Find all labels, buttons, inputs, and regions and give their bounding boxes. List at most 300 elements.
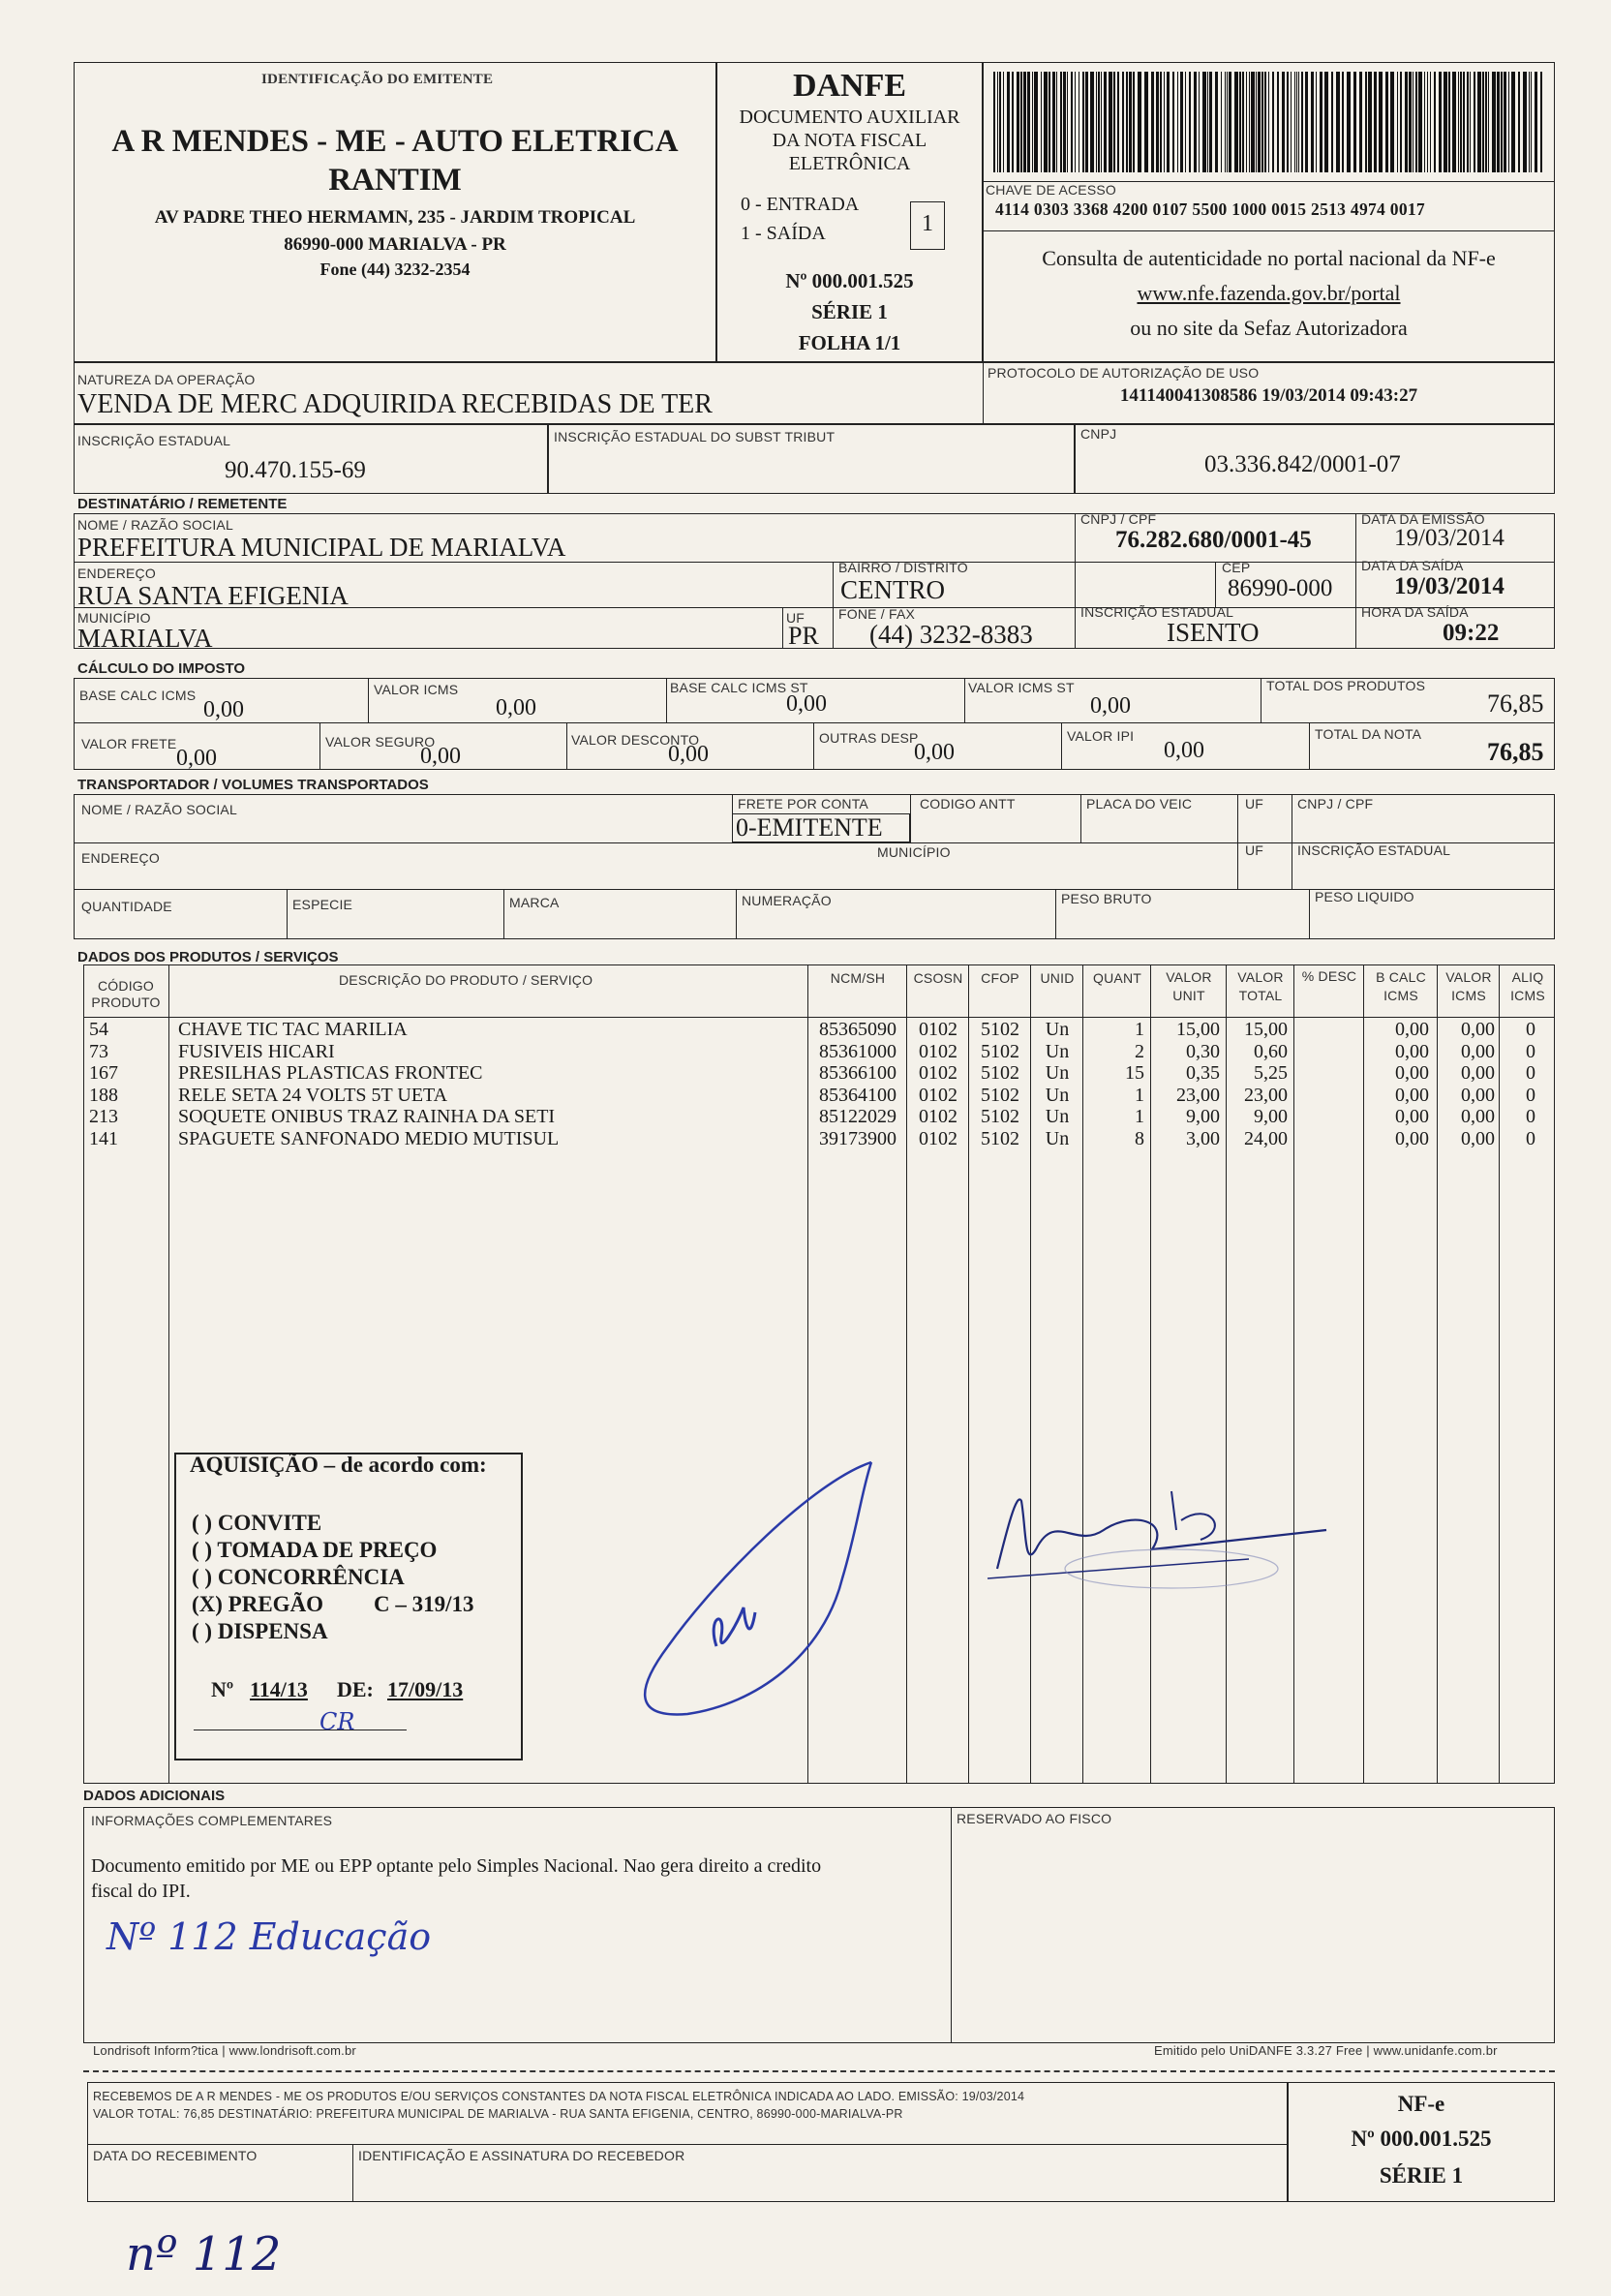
- recibo-data-label: DATA DO RECEBIMENTO: [93, 2148, 258, 2163]
- barcode-bar: [1177, 72, 1178, 172]
- barcode-bar: [1215, 72, 1218, 172]
- barcode-bar: [1523, 72, 1527, 172]
- valor-icms-st: 0,00: [1090, 693, 1131, 719]
- ie-value: 90.470.155-69: [225, 457, 366, 483]
- col-ncm-values: [809, 1019, 906, 1149]
- col-unid-values: [1032, 1019, 1082, 1149]
- dest-uf: PR: [788, 622, 819, 650]
- barcode-bar: [1172, 72, 1174, 172]
- barcode-bar: [1444, 72, 1447, 172]
- base-icms-label: BASE CALC ICMS: [79, 688, 197, 703]
- table-row-descricao: SPAGUETE SANFONADO MEDIO MUTISUL: [178, 1127, 560, 1149]
- transp-marca-label: MARCA: [509, 895, 560, 910]
- barcode-bar: [1508, 72, 1509, 172]
- barcode-bar: [1044, 72, 1048, 172]
- barcode-bar: [1492, 72, 1496, 172]
- col-cfop: CFOP: [981, 970, 1019, 986]
- dest-endereco-label: ENDEREÇO: [77, 566, 156, 581]
- footer-left: Londrisoft Inform?tica | www.londrisoft.com.br: [93, 2043, 356, 2058]
- col-csosn-values: [908, 1019, 968, 1149]
- table-row-aliq: 0: [1526, 1127, 1535, 1149]
- dest-cep-label: CEP: [1222, 560, 1251, 575]
- barcode-bar: [1090, 72, 1094, 172]
- barcode-bar: [1056, 72, 1057, 172]
- barcode-bar: [1390, 72, 1394, 172]
- col-valor-total: VALOR TOTAL: [1237, 969, 1284, 1003]
- table-row-quant: 2: [1135, 1040, 1144, 1062]
- barcode-bar: [1234, 72, 1238, 172]
- barcode-bar: [1251, 72, 1255, 172]
- col-quant-values: [1084, 1019, 1144, 1149]
- barcode-bar: [1535, 72, 1537, 172]
- barcode-bar: [1180, 72, 1183, 172]
- barcode-bar: [1331, 72, 1333, 172]
- emitente-city: 86990-000 MARIALVA - PR: [284, 234, 506, 255]
- barcode-bar: [1264, 72, 1266, 172]
- barcode-bar: [1463, 72, 1465, 172]
- dest-fone-label: FONE / FAX: [838, 606, 916, 622]
- transp-frete-label: FRETE POR CONTA: [738, 796, 868, 811]
- transp-uf-label: UF: [1245, 796, 1264, 811]
- barcode-bar: [1385, 72, 1388, 172]
- barcode-bar: [1277, 72, 1279, 172]
- dest-emissao: 19/03/2014: [1394, 525, 1505, 551]
- recibo-text-1: RECEBEMOS DE A R MENDES - ME OS PRODUTOS E/OU SERVIÇOS CONSTANTES DA NOTA FISCAL ELETRÔNICA INDICADA AO LADO. EMISSÃO: 19/03/2014: [93, 2090, 1025, 2103]
- table-row-csosn: 0102: [919, 1127, 957, 1149]
- protocolo-value: 141140041308586 19/03/2014 09:43:27: [1119, 385, 1418, 406]
- barcode-bar: [1400, 72, 1402, 172]
- table-row-aliq: 0: [1526, 1084, 1535, 1106]
- table-row-bcalc: 0,00: [1395, 1106, 1429, 1127]
- table-row-ncm: 85365090: [819, 1019, 897, 1040]
- barcode-bar: [1336, 72, 1340, 172]
- emitente-name-line2: RANTIM: [328, 163, 462, 198]
- table-row-unit: 0,35: [1186, 1062, 1220, 1084]
- col-desc: % DESC: [1301, 968, 1357, 984]
- fisco-label: RESERVADO AO FISCO: [957, 1811, 1112, 1826]
- recibo-nfe: NF-e: [1397, 2092, 1445, 2116]
- stamp-pregao-ref: C – 319/13: [374, 1592, 474, 1616]
- barcode-bar: [1151, 72, 1154, 172]
- table-row-descricao: SOQUETE ONIBUS TRAZ RAINHA DA SETI: [178, 1106, 556, 1127]
- col-vicms-values: [1439, 1019, 1495, 1149]
- barcode-bar: [999, 72, 1001, 172]
- stamp-title: AQUISIÇÃO – de acordo com:: [190, 1453, 487, 1477]
- dest-cnpj: 76.282.680/0001-45: [1115, 527, 1312, 553]
- total-nota: 76,85: [1487, 738, 1544, 766]
- adicionais-section-label: DADOS ADICIONAIS: [83, 1788, 226, 1804]
- transp-especie-label: ESPECIE: [292, 897, 353, 912]
- table-row-unid: Un: [1045, 1019, 1070, 1040]
- danfe-subtitle-1: DOCUMENTO AUXILIAR: [739, 107, 960, 128]
- dest-municipio: MARIALVA: [77, 624, 213, 653]
- table-row-aliq: 0: [1526, 1062, 1535, 1084]
- barcode-bar: [1209, 72, 1212, 172]
- col-ncm: NCM/SH: [830, 970, 886, 986]
- transp-endereco-label: ENDEREÇO: [81, 850, 160, 866]
- table-row-vicms: 0,00: [1461, 1019, 1495, 1040]
- barcode-bar: [1342, 72, 1344, 172]
- stamp-item-pregao: (X) PREGÃO: [192, 1592, 324, 1616]
- table-row-bcalc: 0,00: [1395, 1084, 1429, 1106]
- recibo-serie: SÉRIE 1: [1379, 2163, 1464, 2188]
- table-row-quant: 1: [1135, 1106, 1144, 1127]
- table-row-aliq: 0: [1526, 1040, 1535, 1062]
- table-row-unid: Un: [1045, 1106, 1070, 1127]
- dest-cep: 86990-000: [1228, 575, 1333, 601]
- barcode-bar: [1249, 72, 1250, 172]
- barcode-bar: [1424, 72, 1425, 172]
- barcode-bar: [1117, 72, 1119, 172]
- barcode-bar: [1041, 72, 1042, 172]
- stamp-de-label: DE:: [337, 1677, 374, 1701]
- table-row-unid: Un: [1045, 1084, 1070, 1106]
- barcode-bar: [1305, 72, 1308, 172]
- table-row-quant: 1: [1135, 1019, 1144, 1040]
- table-row-unit: 15,00: [1176, 1019, 1220, 1040]
- stamp-numero-label: Nº: [211, 1677, 234, 1701]
- barcode-bar: [1501, 72, 1503, 172]
- barcode-bar: [1101, 72, 1102, 172]
- barcode-bar: [1189, 72, 1191, 172]
- dest-cnpj-label: CNPJ / CPF: [1080, 511, 1157, 527]
- table-row-descricao: FUSIVEIS HICARI: [178, 1040, 335, 1062]
- barcode-bar: [1540, 72, 1542, 172]
- table-row-descricao: RELE SETA 24 VOLTS 5T UETA: [178, 1084, 448, 1106]
- ie-label: INSCRIÇÃO ESTADUAL: [77, 433, 231, 448]
- imposto-section-label: CÁLCULO DO IMPOSTO: [77, 660, 246, 677]
- barcode-bar: [1296, 72, 1297, 172]
- barcode-bar: [1258, 72, 1261, 172]
- danfe-entrada: 0 - ENTRADA: [741, 194, 860, 215]
- seguro-value: 0,00: [420, 744, 461, 769]
- col-valor-unit: VALOR UNIT: [1166, 969, 1212, 1003]
- danfe-serie: SÉRIE 1: [811, 300, 888, 323]
- table-row-vicms: 0,00: [1461, 1062, 1495, 1084]
- protocolo-label: PROTOCOLO DE AUTORIZAÇÃO DE USO: [988, 365, 1260, 381]
- barcode-bar: [1167, 72, 1170, 172]
- chave-label: CHAVE DE ACESSO: [986, 182, 1117, 198]
- transp-frete: 0-EMITENTE: [736, 813, 883, 842]
- col-cfop-values: [970, 1019, 1030, 1149]
- barcode-bar: [1229, 72, 1231, 172]
- col-total-values: [1228, 1019, 1288, 1149]
- barcode-bar: [1085, 72, 1088, 172]
- barcode-bar: [1246, 72, 1247, 172]
- barcode-bar: [1353, 72, 1356, 172]
- barcode-bar: [1474, 72, 1475, 172]
- table-row-aliq: 0: [1526, 1019, 1535, 1040]
- table-row-cfop: 5102: [981, 1127, 1019, 1149]
- desconto-value: 0,00: [668, 742, 709, 767]
- total-produtos: 76,85: [1487, 689, 1544, 718]
- barcode-bar: [1439, 72, 1442, 172]
- barcode-bar: [1324, 72, 1328, 172]
- transp-peso-bruto-label: PESO BRUTO: [1061, 891, 1152, 906]
- barcode-bar: [1242, 72, 1244, 172]
- table-row-total: 23,00: [1244, 1084, 1288, 1106]
- stamp-item-tomada: ( ) TOMADA DE PREÇO: [192, 1538, 438, 1562]
- barcode-bar: [1291, 72, 1292, 172]
- barcode-bar: [1071, 72, 1073, 172]
- valor-icms-st-label: VALOR ICMS ST: [968, 680, 1075, 695]
- barcode-bar: [1434, 72, 1436, 172]
- barcode-bar: [1007, 72, 1010, 172]
- consulta-line-3: ou no site da Sefaz Autorizadora: [1130, 316, 1408, 340]
- barcode-bar: [1199, 72, 1200, 172]
- col-bcalc: B CALC ICMS: [1376, 969, 1426, 1003]
- barcode-bar: [1518, 72, 1520, 172]
- barcode-bar: [1133, 72, 1135, 172]
- table-row-codigo: 54: [89, 1019, 108, 1040]
- barcode: [993, 72, 1543, 172]
- table-row-vicms: 0,00: [1461, 1127, 1495, 1149]
- barcode-bar: [1452, 72, 1456, 172]
- barcode-bar: [1415, 72, 1417, 172]
- table-row-ncm: 85364100: [819, 1084, 897, 1106]
- barcode-bar: [1301, 72, 1303, 172]
- table-row-total: 5,25: [1254, 1062, 1288, 1084]
- barcode-bar: [1207, 72, 1208, 172]
- stamp-numero: 114/13: [250, 1677, 308, 1701]
- barcode-bar: [1113, 72, 1115, 172]
- barcode-bar: [1458, 72, 1459, 172]
- barcode-bar: [1409, 72, 1412, 172]
- base-icms: 0,00: [203, 697, 244, 722]
- barcode-bar: [1122, 72, 1124, 172]
- barcode-bar: [1020, 72, 1022, 172]
- dest-bairro: CENTRO: [840, 575, 945, 604]
- barcode-bar: [1023, 72, 1026, 172]
- total-nota-label: TOTAL DA NOTA: [1315, 726, 1422, 742]
- barcode-bar: [1144, 72, 1148, 172]
- transp-numeracao-label: NUMERAÇÃO: [742, 893, 832, 908]
- barcode-bar: [1156, 72, 1159, 172]
- dest-ie-label: INSCRIÇÃO ESTADUAL: [1080, 604, 1234, 620]
- barcode-bar: [1202, 72, 1206, 172]
- barcode-bar: [1511, 72, 1515, 172]
- dest-endereco: RUA SANTA EFIGENIA: [77, 581, 349, 610]
- barcode-bar: [1460, 72, 1462, 172]
- barcode-bar: [1034, 72, 1038, 172]
- barcode-bar: [1268, 72, 1269, 172]
- table-row-codigo: 213: [89, 1106, 118, 1127]
- barcode-bar: [1467, 72, 1469, 172]
- bottom-handwritten-number: nº 112: [126, 2227, 282, 2281]
- barcode-bar: [1104, 72, 1107, 172]
- table-row-cfop: 5102: [981, 1062, 1019, 1084]
- transportador-section-label: TRANSPORTADOR / VOLUMES TRANSPORTADOS: [77, 777, 429, 793]
- info-label: INFORMAÇÕES COMPLEMENTARES: [91, 1813, 333, 1828]
- barcode-bar: [1075, 72, 1076, 172]
- natureza-value: VENDA DE MERC ADQUIRIDA RECEBIDAS DE TER: [77, 389, 713, 419]
- table-row-unid: Un: [1045, 1127, 1070, 1149]
- barcode-bar: [1497, 72, 1500, 172]
- col-aliq-values: [1526, 1019, 1535, 1149]
- recibo-text-2: VALOR TOTAL: 76,85 DESTINATÁRIO: PREFEITURA MUNICIPAL DE MARIALVA - RUA SANTA EFIGENIA, CENTRO, 86990-000-MARIALVA-PR: [93, 2107, 903, 2121]
- barcode-bar: [1379, 72, 1383, 172]
- danfe-subtitle-3: ELETRÔNICA: [788, 153, 911, 174]
- barcode-bar: [1320, 72, 1322, 172]
- dest-hora: 09:22: [1443, 620, 1500, 646]
- barcode-bar: [1488, 72, 1489, 172]
- table-row-codigo: 141: [89, 1127, 118, 1149]
- dest-bairro-label: BAIRRO / DISTRITO: [838, 560, 968, 575]
- col-aliq: ALIQ ICMS: [1510, 969, 1545, 1003]
- col-codigo-values: [89, 1019, 118, 1149]
- table-row-unit: 0,30: [1186, 1040, 1220, 1062]
- barcode-bar: [1418, 72, 1422, 172]
- consulta-line-1: Consulta de autenticidade no portal nacional da NF-e: [1042, 246, 1496, 270]
- destinatario-section-label: DESTINATÁRIO / REMETENTE: [77, 496, 288, 512]
- table-row-descricao: CHAVE TIC TAC MARILIA: [178, 1019, 408, 1040]
- table-row-cfop: 5102: [981, 1040, 1019, 1062]
- table-row-unit: 3,00: [1186, 1127, 1220, 1149]
- desconto-label: VALOR DESCONTO: [571, 732, 700, 748]
- dest-emissao-label: DATA DA EMISSÃO: [1361, 511, 1485, 527]
- barcode-bar: [1256, 72, 1257, 172]
- barcode-bar: [1405, 72, 1408, 172]
- barcode-bar: [1003, 72, 1004, 172]
- recibo-assinatura-label: IDENTIFICAÇÃO E ASSINATURA DO RECEBEDOR: [358, 2148, 685, 2163]
- valor-icms-label: VALOR ICMS: [374, 682, 459, 697]
- col-quant: QUANT: [1093, 970, 1141, 986]
- info-handwritten: Nº 112 Educação: [106, 1915, 432, 1958]
- table-row-csosn: 0102: [919, 1106, 957, 1127]
- table-row-codigo: 188: [89, 1084, 118, 1106]
- barcode-bar: [1529, 72, 1530, 172]
- cnpj-label: CNPJ: [1080, 426, 1117, 442]
- barcode-bar: [1049, 72, 1050, 172]
- barcode-bar: [1448, 72, 1450, 172]
- dest-uf-label: UF: [786, 610, 806, 626]
- barcode-bar: [1239, 72, 1241, 172]
- barcode-bar: [1027, 72, 1030, 172]
- consulta-link[interactable]: www.nfe.fazenda.gov.br/portal: [1137, 281, 1401, 305]
- barcode-bar: [1052, 72, 1055, 172]
- seguro-label: VALOR SEGURO: [325, 734, 436, 750]
- emitente-name-line1: A R MENDES - ME - AUTO ELETRICA: [111, 124, 679, 159]
- barcode-bar: [1365, 72, 1367, 172]
- barcode-bar: [1287, 72, 1289, 172]
- table-row-total: 9,00: [1254, 1106, 1288, 1127]
- outras-value: 0,00: [914, 740, 955, 765]
- barcode-bar: [1397, 72, 1398, 172]
- transp-cnpj-label: CNPJ / CPF: [1297, 796, 1374, 811]
- stamp-rubrica: CR: [319, 1708, 355, 1735]
- table-row-ncm: 85122029: [819, 1106, 897, 1127]
- barcode-bar: [1164, 72, 1165, 172]
- barcode-bar: [1485, 72, 1487, 172]
- danfe-tipo: 1: [922, 211, 933, 236]
- barcode-bar: [1160, 72, 1162, 172]
- barcode-bar: [1294, 72, 1295, 172]
- dest-nome-label: NOME / RAZÃO SOCIAL: [77, 517, 233, 533]
- barcode-bar: [1347, 72, 1351, 172]
- danfe-numero: Nº 000.001.525: [785, 269, 914, 292]
- natureza-label: NATUREZA DA OPERAÇÃO: [77, 372, 256, 387]
- danfe-folha: FOLHA 1/1: [798, 331, 901, 354]
- total-produtos-label: TOTAL DOS PRODUTOS: [1266, 678, 1426, 693]
- dest-nome: PREFEITURA MUNICIPAL DE MARIALVA: [77, 533, 566, 562]
- recibo-numero: Nº 000.001.525: [1351, 2127, 1492, 2151]
- barcode-bar: [1430, 72, 1431, 172]
- table-row-aliq: 0: [1526, 1106, 1535, 1127]
- frete-value: 0,00: [176, 746, 217, 771]
- dest-saida-label: DATA DA SAÍDA: [1361, 558, 1464, 573]
- emitente-phone: Fone (44) 3232-2354: [319, 260, 471, 279]
- barcode-bar: [1098, 72, 1100, 172]
- stamp-data: 17/09/13: [387, 1677, 464, 1701]
- barcode-bar: [1138, 72, 1141, 172]
- transp-quantidade-label: QUANTIDADE: [81, 899, 172, 914]
- stamp-item-concorrencia: ( ) CONCORRÊNCIA: [192, 1565, 405, 1589]
- ipi-value: 0,00: [1164, 738, 1204, 763]
- barcode-bar: [1316, 72, 1317, 172]
- table-row-total: 24,00: [1244, 1127, 1288, 1149]
- barcode-bar: [1017, 72, 1019, 172]
- barcode-bar: [1082, 72, 1084, 172]
- barcode-bar: [1096, 72, 1097, 172]
- table-row-bcalc: 0,00: [1395, 1019, 1429, 1040]
- table-row-cfop: 5102: [981, 1084, 1019, 1106]
- dest-fone: (44) 3232-8383: [869, 620, 1033, 649]
- barcode-bar: [1129, 72, 1132, 172]
- col-unit-values: [1152, 1019, 1220, 1149]
- table-row-descricao: PRESILHAS PLASTICAS FRONTEC: [178, 1062, 483, 1084]
- barcode-bar: [1063, 72, 1066, 172]
- table-row-unid: Un: [1045, 1062, 1070, 1084]
- signature-left: [610, 1443, 900, 1733]
- barcode-bar: [1126, 72, 1128, 172]
- table-row-quant: 1: [1135, 1084, 1144, 1106]
- danfe-title: DANFE: [792, 68, 907, 104]
- stamp-item-convite: ( ) CONVITE: [192, 1511, 322, 1535]
- barcode-bar: [1298, 72, 1299, 172]
- base-icms-st: 0,00: [786, 691, 827, 717]
- table-row-unid: Un: [1045, 1040, 1070, 1062]
- barcode-bar: [1032, 72, 1033, 172]
- col-vicms: VALOR ICMS: [1445, 969, 1492, 1003]
- transp-placa-label: PLACA DO VEIC: [1086, 796, 1193, 811]
- table-row-vicms: 0,00: [1461, 1106, 1495, 1127]
- ie-st-label: INSCRIÇÃO ESTADUAL DO SUBST TRIBUT: [554, 429, 836, 444]
- col-csosn: CSOSN: [913, 970, 963, 986]
- table-row-ncm: 85361000: [819, 1040, 897, 1062]
- table-row-csosn: 0102: [919, 1062, 957, 1084]
- barcode-bar: [1282, 72, 1285, 172]
- barcode-bar: [1374, 72, 1377, 172]
- table-row-csosn: 0102: [919, 1040, 957, 1062]
- transp-antt-label: CODIGO ANTT: [920, 796, 1016, 811]
- barcode-bar: [1060, 72, 1062, 172]
- ipi-label: VALOR IPI: [1067, 728, 1135, 744]
- barcode-bar: [1272, 72, 1274, 172]
- table-row-vicms: 0,00: [1461, 1040, 1495, 1062]
- barcode-bar: [1477, 72, 1481, 172]
- barcode-bar: [1311, 72, 1314, 172]
- dest-saida: 19/03/2014: [1394, 573, 1505, 599]
- barcode-bar: [1359, 72, 1362, 172]
- transp-ie-label: INSCRIÇÃO ESTADUAL: [1297, 842, 1451, 858]
- danfe-subtitle-2: DA NOTA FISCAL: [772, 130, 927, 151]
- barcode-bar: [1227, 72, 1228, 172]
- table-row-cfop: 5102: [981, 1106, 1019, 1127]
- barcode-bar: [997, 72, 998, 172]
- table-row-codigo: 167: [89, 1062, 118, 1084]
- barcode-bar: [1482, 72, 1484, 172]
- dest-ie: ISENTO: [1167, 618, 1260, 647]
